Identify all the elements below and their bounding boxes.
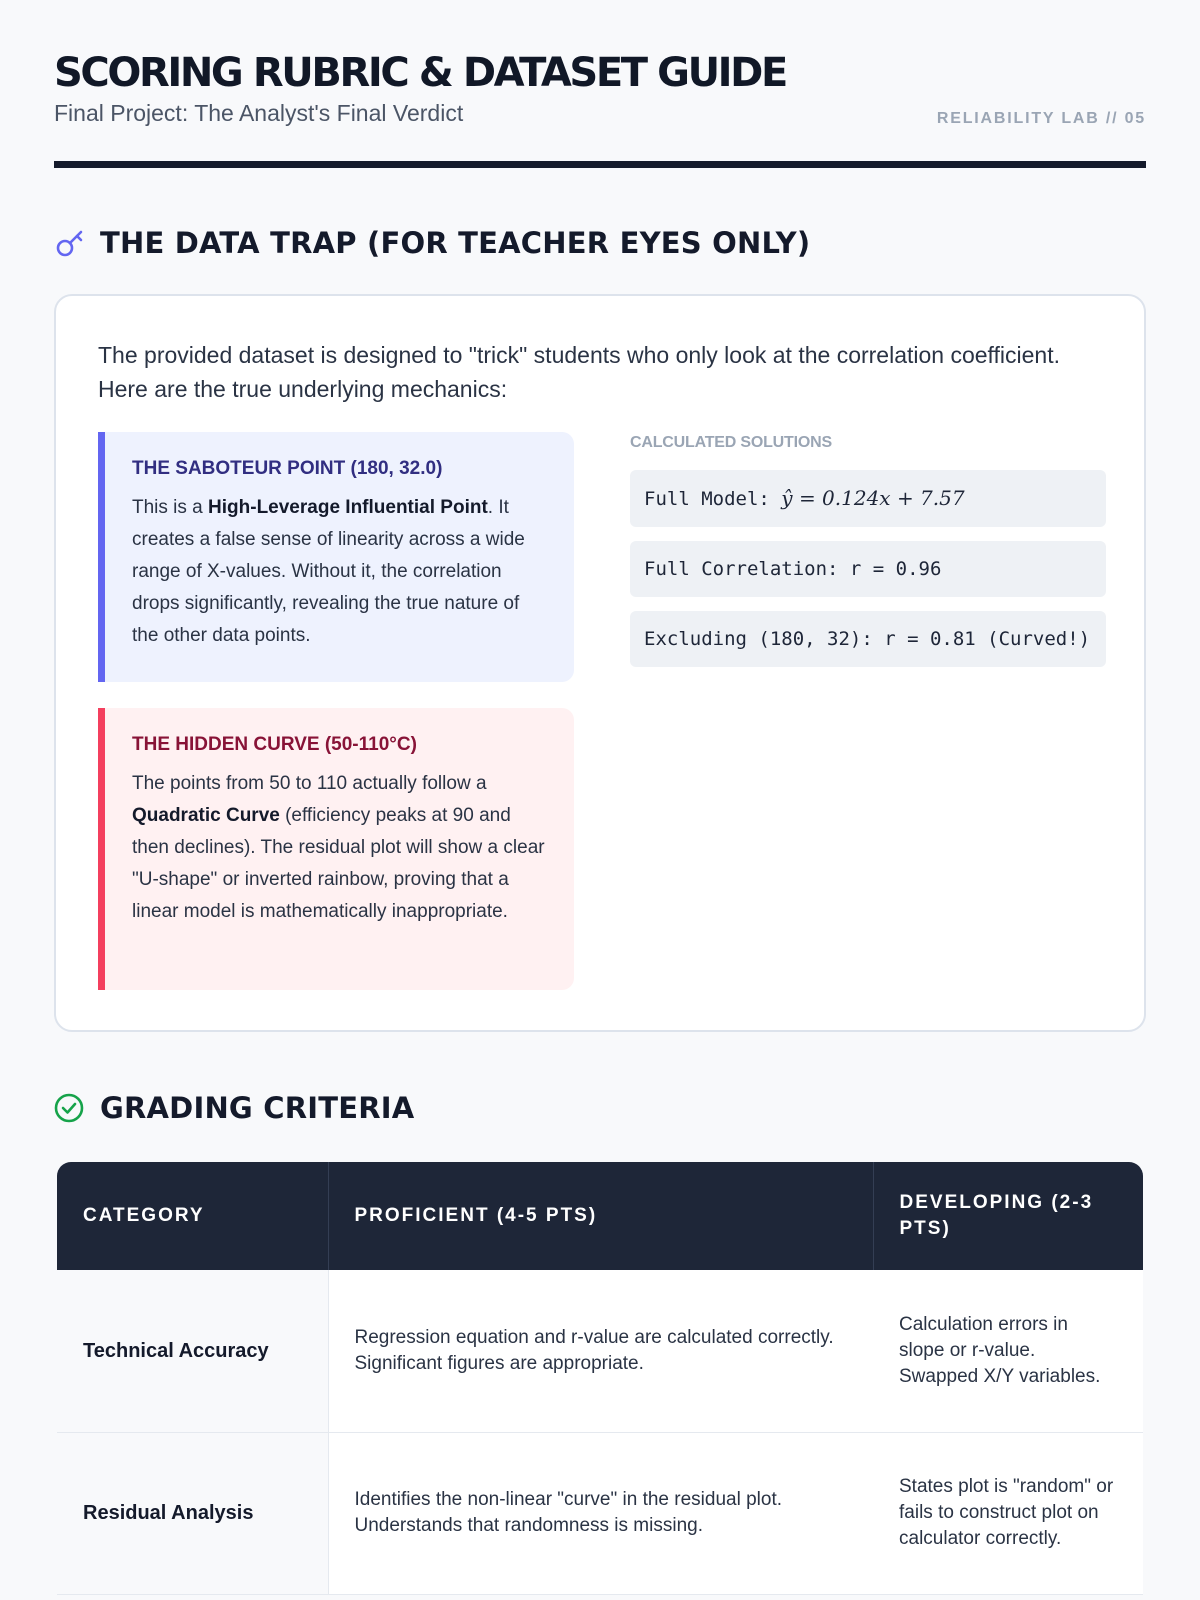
saboteur-title: THE SABOTEUR POINT (180, 32.0) <box>132 458 443 479</box>
column-header-proficient: PROFICIENT (4-5 PTS) <box>328 1162 873 1270</box>
row-developing: Calculation errors in slope or r-value. Swapped X/Y variables. <box>873 1270 1143 1432</box>
row-proficient: Regression equation and r-value are calculated correctly. Significant figures are appropriate. <box>328 1270 873 1432</box>
saboteur-text: This is a High-Leverage Influential Point. It creates a false sense of linearity across a wide range of X-values. Without it, the correlation drops significantly, revealing the true nature of the other data points. <box>132 497 525 646</box>
excluding-correlation-box: Excluding (180, 32): r = 0.81 (Curved!) <box>630 611 1106 667</box>
row-proficient: Identifies the non-linear "curve" in the residual plot. Understands that randomness is missing. <box>328 1432 873 1594</box>
table-header-row <box>57 1162 1143 1270</box>
calculated-solutions <box>630 434 1106 681</box>
column-header-developing: DEVELOPING (2-3 PTS) <box>873 1162 1143 1270</box>
trap-intro: The provided dataset is designed to "trick" students who only look at the correlation coefficient. Here are the true underlying mechanics: <box>98 342 1061 402</box>
grading-table <box>57 1162 1143 1595</box>
check-circle-icon <box>54 1092 86 1124</box>
row-developing: States plot is "random" or fails to construct plot on calculator correctly. <box>873 1432 1143 1594</box>
data-trap-title: THE DATA TRAP (FOR TEACHER EYES ONLY) <box>100 226 811 260</box>
page-subtitle: Final Project: The Analyst's Final Verdict <box>54 100 464 126</box>
lab-tag: RELIABILITY LAB // 05 <box>936 110 1146 127</box>
saboteur-callout <box>98 432 574 682</box>
data-trap-card <box>54 294 1146 1032</box>
page-header <box>54 0 1146 168</box>
page-title: SCORING RUBRIC & DATASET GUIDE <box>54 50 786 96</box>
column-header-category: CATEGORY <box>57 1162 328 1270</box>
full-model-box: Full Model: ŷ = 0.124x + 7.57 <box>630 470 1106 527</box>
grading-criteria-title: GRADING CRITERIA <box>100 1091 415 1125</box>
hidden-curve-text: The points from 50 to 110 actually follow a Quadratic Curve (efficiency peaks at 90 and then declines). The residual plot will show a clear "U-shape" or inverted rainbow, proving that a linear model is mathematically inappropriate. <box>132 773 545 922</box>
full-correlation-box: Full Correlation: r = 0.96 <box>630 541 1106 597</box>
solutions-label: CALCULATED SOLUTIONS <box>630 434 832 451</box>
table-row <box>57 1270 1143 1432</box>
table-row <box>57 1432 1143 1594</box>
hidden-curve-callout <box>98 708 574 990</box>
grading-criteria-heading <box>54 1088 414 1128</box>
key-icon <box>54 227 86 259</box>
row-category: Residual Analysis <box>57 1432 328 1594</box>
data-trap-heading <box>54 223 810 263</box>
full-model-equation: ŷ = 0.124x + 7.57 <box>781 486 965 510</box>
row-category: Technical Accuracy <box>57 1270 328 1432</box>
hidden-curve-title: THE HIDDEN CURVE (50-110°C) <box>132 734 417 755</box>
